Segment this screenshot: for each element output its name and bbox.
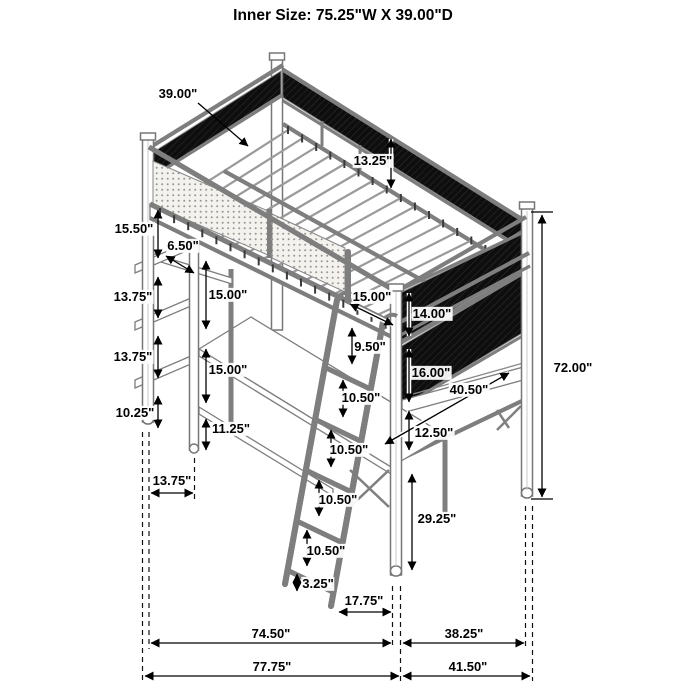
- lower-right-section: [398, 202, 535, 498]
- dim-label: 13.75": [113, 288, 153, 304]
- dim-label: 72.00": [553, 359, 593, 375]
- dim-label: 15.00": [208, 286, 248, 302]
- dim-label: 15.00": [208, 361, 248, 377]
- dim-label: 9.50": [354, 338, 386, 354]
- dim-label: 6.50": [167, 237, 199, 253]
- dim-label: 10.25": [115, 404, 155, 420]
- dim-label: 10.50": [341, 389, 381, 405]
- dim-label: 10.50": [329, 441, 369, 457]
- front-post-group: [389, 284, 404, 576]
- dim-label: 15.00": [352, 288, 392, 304]
- dim-label: 77.75": [252, 658, 292, 674]
- dim-label: 17.75": [344, 592, 384, 608]
- dim-label: 3.25": [302, 575, 334, 591]
- dim-label: 16.00": [411, 364, 451, 380]
- dim-label: 10.50": [306, 542, 346, 558]
- dim-label: 13.75": [113, 348, 153, 364]
- dim-label: 40.50": [449, 381, 489, 397]
- dim-label: 12.50": [414, 424, 454, 440]
- dim-label: 29.25": [417, 510, 457, 526]
- dim-label: 15.50": [114, 220, 154, 236]
- dim-label: 10.50": [318, 491, 358, 507]
- dim-label: 13.75": [152, 472, 192, 488]
- dim-label: 14.00": [412, 305, 452, 321]
- dim-label: 11.25": [212, 420, 250, 436]
- dim-label: 39.00": [158, 85, 198, 101]
- diagram-title: Inner Size: 75.25"W X 39.00"D: [233, 7, 453, 24]
- dim-label: 41.50": [448, 658, 488, 674]
- dim-label: 13.25": [353, 152, 393, 168]
- dim-label: 74.50": [251, 625, 291, 641]
- dim-label: 38.25": [444, 625, 484, 641]
